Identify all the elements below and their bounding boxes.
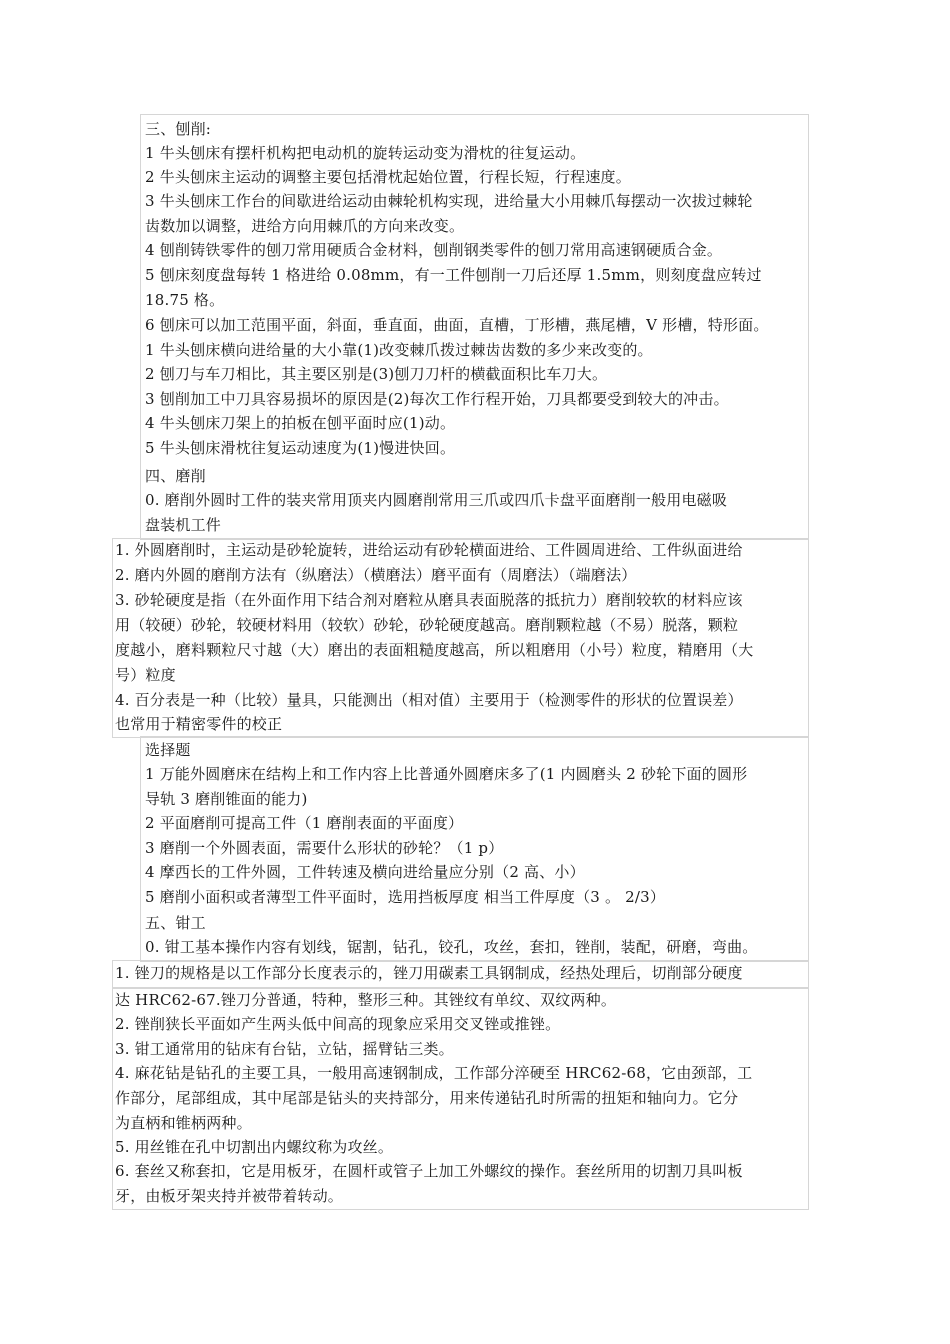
- planing-line: 5 刨床刻度盘每转 1 格进给 0.08mm，有一工件刨削一刀后还厚 1.5mm，则刻度盘应转过: [145, 266, 762, 284]
- fitter-item-line: 3. 钳工通常用的钻床有台钻，立钻，摇臂钻三类。: [115, 1040, 454, 1058]
- planing-line: 2 刨刀与车刀相比，其主要区别是(3)刨刀刀杆的横截面积比车刀大。: [145, 365, 608, 383]
- planing-line: 齿数加以调整，进给方向用棘爪的方向来改变。: [145, 217, 465, 235]
- planing-line: 4 牛头刨床刀架上的拍板在刨平面时应(1)动。: [145, 414, 456, 432]
- choice-line: 3 磨削一个外圆表面，需要什么形状的砂轮？（1 p）: [145, 839, 504, 857]
- choice-line: 导轨 3 磨削锥面的能力): [145, 790, 308, 808]
- planing-line: 2 牛头刨床主运动的调整主要包括滑枕起始位置，行程长短，行程速度。: [145, 168, 631, 186]
- grinding-item-line: 2. 磨内外圆的磨削方法有（纵磨法）（横磨法）磨平面有（周磨法）（端磨法）: [115, 566, 637, 584]
- fitter-item-line: 作部分，尾部组成，其中尾部是钻头的夹持部分，用来传递钻孔时所需的扭矩和轴向力。它分: [115, 1089, 739, 1107]
- planing-line: 1 牛头刨床横向进给量的大小靠(1)改变棘爪拨过棘齿齿数的多少来改变的。: [145, 341, 653, 359]
- grinding-item-line: 4. 百分表是一种（比较）量具，只能测出（相对值）主要用于（检测零件的形状的位置误差）: [115, 691, 743, 709]
- grinding-intro-line: 盘装机工件: [145, 516, 222, 534]
- grinding-item-line: 用（较硬）砂轮，较硬材料用（较软）砂轮，砂轮硬度越高。磨削颗粒越（不易）脱落，颗粒: [115, 616, 739, 634]
- fitter-item-line: 6. 套丝又称套扣，它是用板牙，在圆杆或管子上加工外螺纹的操作。套丝所用的切割刀具叫板: [115, 1162, 743, 1180]
- choice-line: 5 磨削小面积或者薄型工件平面时，选用挡板厚度 相当工件厚度（3 。 2/3）: [145, 888, 666, 906]
- grinding-item-line: 3. 砂轮硬度是指（在外面作用下结合剂对磨粒从磨具表面脱落的抵抗力）磨削较软的材料应该: [115, 591, 743, 609]
- planing-line: 6 刨床可以加工范围平面，斜面，垂直面，曲面，直槽，丁形槽，燕尾槽，V 形槽，特形面。: [145, 316, 769, 334]
- grinding-item-line: 号）粒度: [115, 666, 176, 684]
- fitter-item-line: 5. 用丝锥在孔中切割出内螺纹称为攻丝。: [115, 1138, 394, 1156]
- fitter-item-line: 牙，由板牙架夹持并被带着转动。: [115, 1187, 344, 1205]
- fitter-item-line: 为直柄和锥柄两种。: [115, 1114, 252, 1132]
- fitter-item-line: 达 HRC62-67.锉刀分普通，特种，整形三种。其锉纹有单纹、双纹两种。: [115, 991, 617, 1009]
- choice-line: 4 摩西长的工件外圆，工件转速及横向进给量应分别（2 高、小）: [145, 863, 585, 881]
- fitter-item-line: 4. 麻花钻是钻孔的主要工具，一般用高速钢制成，工作部分淬硬至 HRC62-68，它由颈部，工: [115, 1064, 753, 1082]
- fitter-item-line: 2. 锉削狭长平面如产生两头低中间高的现象应采用交叉锉或推锉。: [115, 1015, 561, 1033]
- planing-line: 3 牛头刨床工作台的间歇进给运动由棘轮机构实现，进给量大小用棘爪每摆动一次拔过棘轮: [145, 192, 753, 210]
- choice-line: 1 万能外圆磨床在结构上和工作内容上比普通外圆磨床多了(1 内圆磨头 2 砂轮下面的圆形: [145, 765, 748, 783]
- section-heading: 三、刨削:: [145, 120, 212, 138]
- planing-line: 18.75 格。: [145, 291, 225, 309]
- choice-line: 2 平面磨削可提高工件（1 磨削表面的平面度）: [145, 814, 464, 832]
- grinding-intro-line: 0. 磨削外圆时工件的装夹常用顶夹内圆磨削常用三爪或四爪卡盘平面磨削一般用电磁吸: [145, 491, 728, 509]
- planing-line: 4 刨削铸铁零件的刨刀常用硬质合金材料，刨削钢类零件的刨刀常用高速钢硬质合金。: [145, 241, 723, 259]
- fitter-item-line: 1. 锉刀的规格是以工作部分长度表示的，锉刀用碳素工具钢制成，经热处理后，切削部分硬度: [115, 964, 743, 982]
- grinding-item-line: 1. 外圆磨削时，主运动是砂轮旋转，进给运动有砂轮横面进给、工件圆周进给、工件纵面进给: [115, 541, 743, 559]
- fitter-intro-line: 0. 钳工基本操作内容有划线，锯割，钻孔，铰孔，攻丝，套扣，锉削，装配，研磨，弯曲。: [145, 938, 758, 956]
- planing-line: 5 牛头刨床滑枕往复运动速度为(1)慢进快回。: [145, 439, 456, 457]
- section-heading: 四、磨削: [145, 467, 206, 485]
- planing-line: 3 刨削加工中刀具容易损坏的原因是(2)每次工作行程开始，刀具都要受到较大的冲击。: [145, 390, 729, 408]
- section-heading: 选择题: [145, 741, 191, 759]
- grinding-item-line: 度越小，磨料颗粒尺寸越（大）磨出的表面粗糙度越高，所以粗磨用（小号）粒度，精磨用（大: [115, 641, 754, 659]
- section-heading: 五、钳工: [145, 914, 206, 932]
- grinding-item-line: 也常用于精密零件的校正: [115, 715, 283, 733]
- planing-line: 1 牛头刨床有摆杆机构把电动机的旋转运动变为滑枕的往复运动。: [145, 144, 586, 162]
